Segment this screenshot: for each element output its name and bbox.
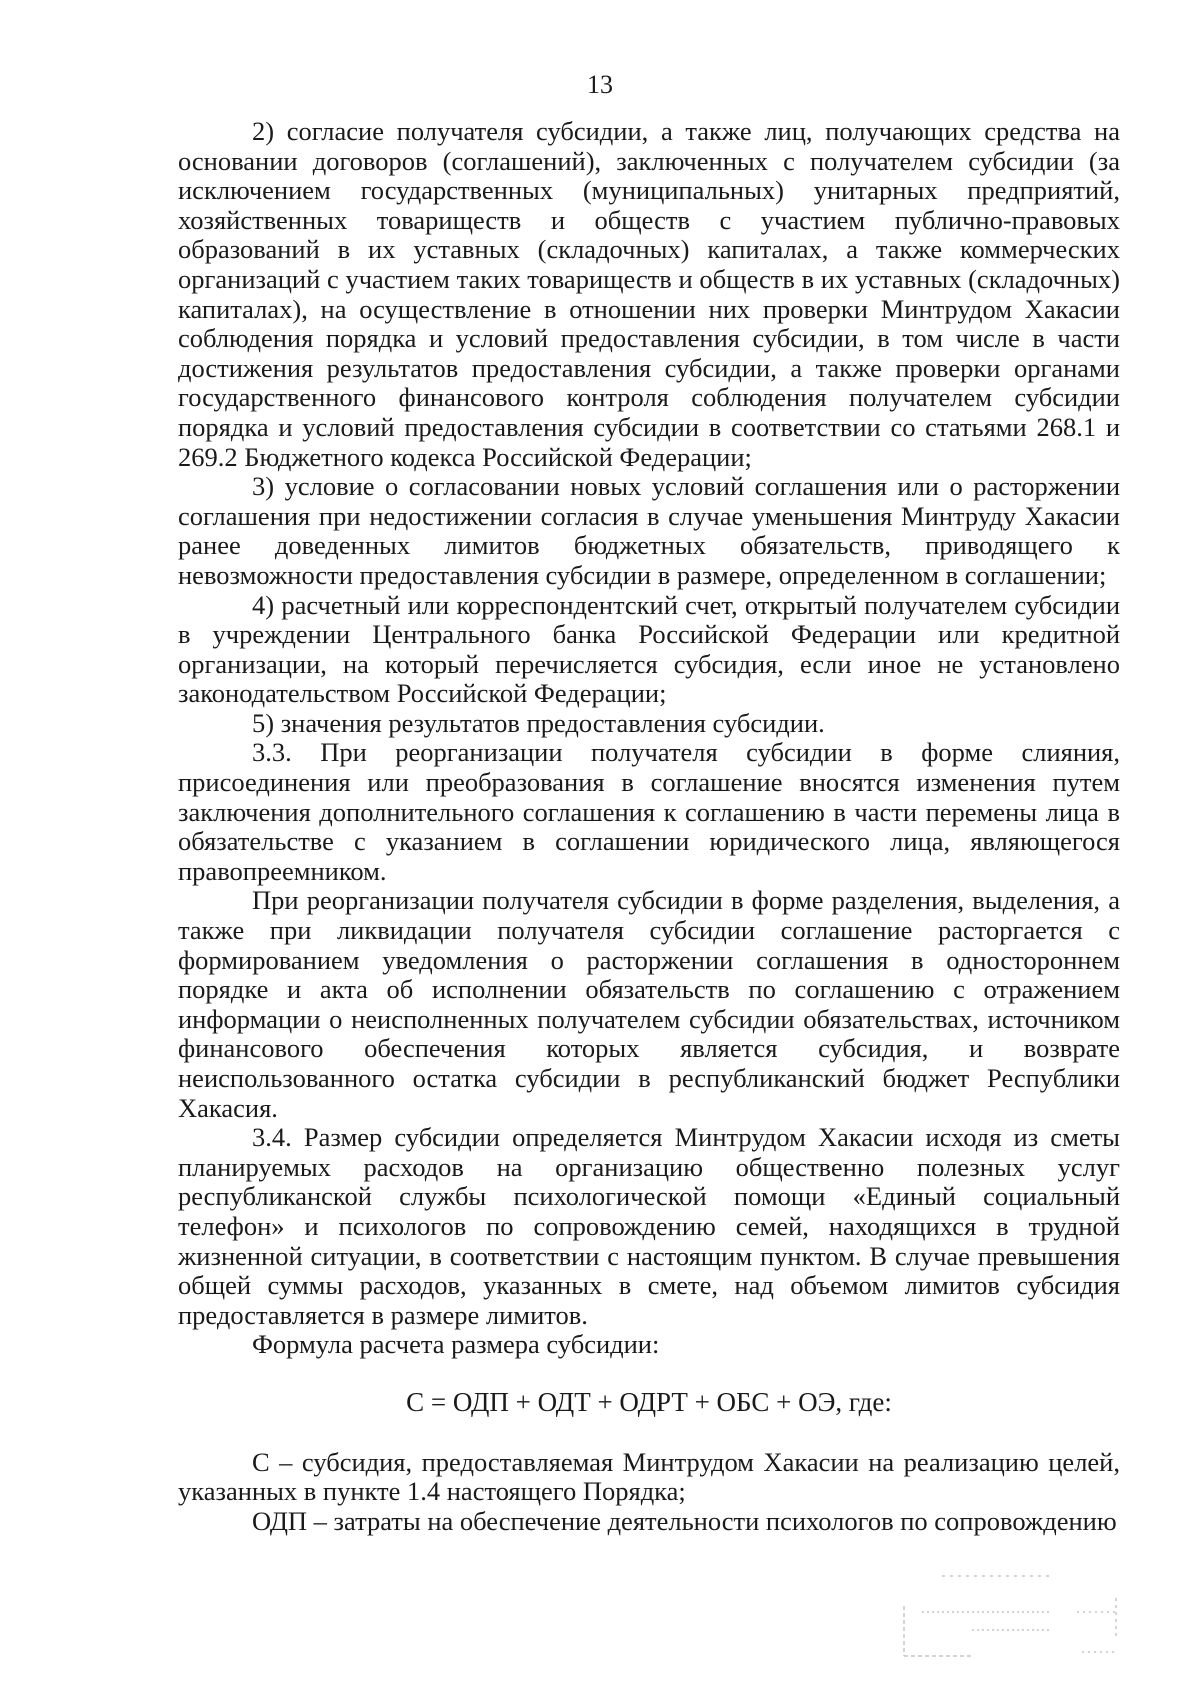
paragraph-3-4-subsidy-size: 3.4. Размер субсидии определяется Минтрудом Хакасии исходя из сметы планируемых расходов на организацию общественно полезных услуг республиканской службы психологической помощи «Единый социальный телефон» и психологов по сопровождению семей, находящихся в трудной жизненной ситуации, в соответствии с настоящим пунктом. В случае превышения общей суммы расходов, указанных в смете, над объемом лимитов субсидия предоставляется в размере лимитов.	[178, 1122, 1120, 1330]
subsidy-formula: С = ОДП + ОДТ + ОДРТ + ОБС + ОЭ, где:	[406, 1386, 892, 1417]
registration-stamp-icon	[902, 1568, 1124, 1666]
paragraph-agreement-terms: 3) условие о согласовании новых условий соглашения или о расторжении соглашения при недостижении согласия в случае уменьшения Минтруду Хакасии ранее доведенных лимитов бюджетных обязательств, приводящего к невозможности предоставления субсидии в размере, определенном в соглашении;	[178, 471, 1120, 590]
definition-c: С – субсидия, предоставляемая Минтрудом Хакасии на реализацию целей, указанных в пункте 1.4 настоящего Порядка;	[178, 1446, 1120, 1507]
paragraph-3-3-reorganization: 3.3. При реорганизации получателя субсидии в форме слияния, присоединения или преобразования в соглашение вносятся изменения путем заключения дополнительного соглашения к соглашению в части перемены лица в обязательстве с указанием в соглашении юридического лица, являющегося правопреемником.	[178, 737, 1120, 886]
paragraph-results: 5) значения результатов предоставления субсидии.	[252, 707, 825, 738]
paragraph-consent: 2) согласие получателя субсидии, а также лиц, получающих средства на основании договоров (соглашений), заключенных с получателем субсидии (за исключением государственных (муниципальных) унитарных предприятий, хозяйственных товариществ и обществ с участием публично-правовых образований в их уставных (складочных) капиталах, а также коммерческих организаций с участием таких товариществ и обществ в их уставных (складочных) капиталах), на осуществление в отношении них проверки Минтрудом Хакасии соблюдения порядка и условий предоставления субсидии, в том числе в части достижения результатов предоставления субсидии, а также проверки органами государственного финансового контроля соблюдения получателем субсидии порядка и условий предоставления субсидии в соответствии со статьями 268.1 и 269.2 Бюджетного кодекса Российской Федерации;	[178, 116, 1120, 472]
document-body	[178, 117, 1120, 1536]
paragraph-bank-account: 4) расчетный или корреспондентский счет, открытый получателем субсидии в учреждении Центрального банка Российской Федерации или кредитной организации, на который перечисляется субсидия, если иное не установлено законодательством Российской Федерации;	[178, 589, 1120, 709]
formula-label: Формула расчета размера субсидии:	[252, 1329, 660, 1360]
definition-odp: ОДП – затраты на обеспечение деятельности психологов по сопровождению	[252, 1505, 1117, 1536]
paragraph-reorganization-division: При реорганизации получателя субсидии в форме разделения, выделения, а также при ликвидации получателя субсидии соглашение расторгается с формированием уведомления о расторжении соглашения в одностороннем порядке и акта об исполнении обязательств по соглашению с отражением информации о неисполненных получателем субсидии обязательствах, источником финансового обеспечения которых является субсидия, и возврате неиспользованного остатка субсидии в республиканский бюджет Республики Хакасия.	[178, 885, 1120, 1123]
page-number: 13	[587, 70, 613, 99]
